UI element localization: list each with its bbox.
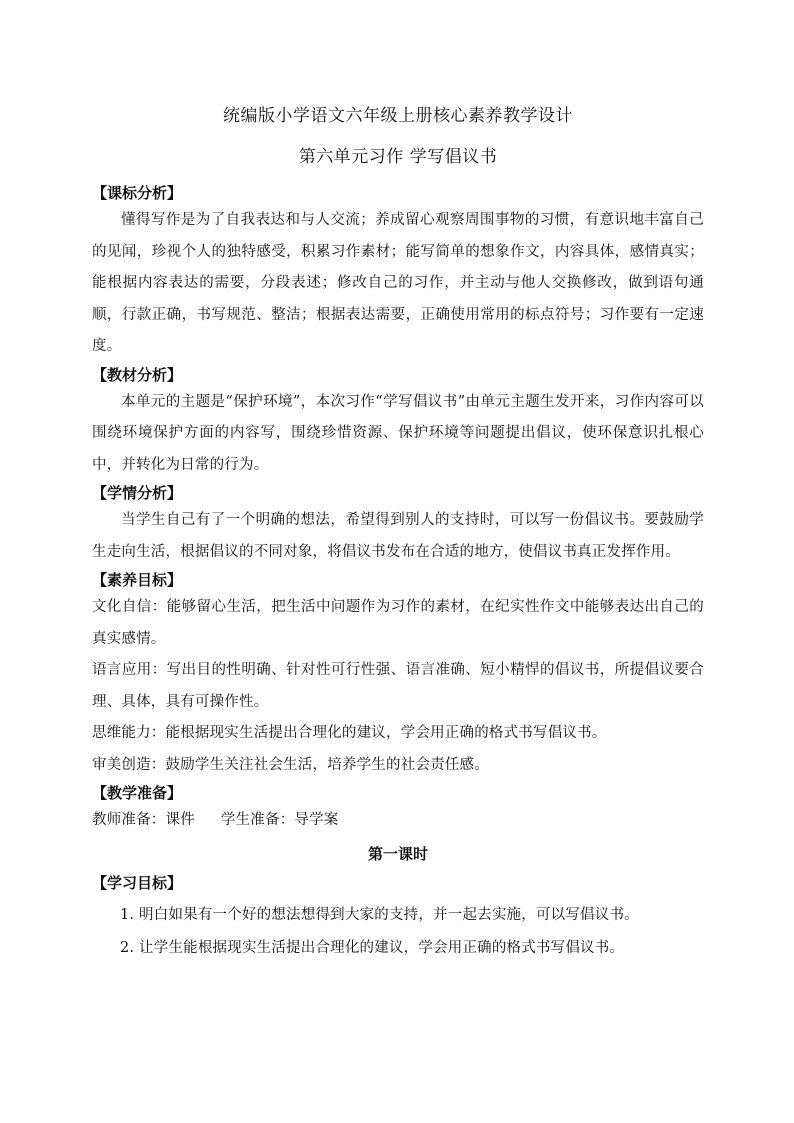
- student-preparation: 学生准备：导学案: [220, 812, 339, 828]
- teacher-preparation: 教师准备：课件: [92, 812, 195, 828]
- preparation-line: [92, 805, 704, 837]
- objective-item: 1. 明白如果有一个好的想法想得到大家的支持，并一起去实施，可以写倡议书。: [120, 906, 639, 923]
- section-heading-objectives: 【学习目标】: [92, 873, 183, 892]
- section-heading-curriculum: 【课标分析】: [92, 184, 183, 202]
- section-heading-preparation: 【教学准备】: [92, 784, 183, 802]
- students-paragraph: 当学生自己有了一个明确的想法，希望得到别人的支持时，可以写一份倡议书。要鼓励学生走向生活，根据倡议的不同对象，将倡议书发布在合适的地方，使倡议书真正发挥作用。: [92, 512, 704, 560]
- curriculum-paragraph: 懂得写作是为了自我表达和与人交流；养成留心观察周围事物的习惯，有意识地丰富自己的见闻，珍视个人的独特感受，积累习作素材；能写简单的想象作文，内容具体，感情真实；能根据内容表达的需要，分段表述；修改自己的习作，并主动与他人交换修改，做到语句通顺，行款正确，书写规范、整洁；根据表达需要，正确使用常用的标点符号；习作要有一定速度。: [92, 212, 704, 354]
- goal-item: 文化自信：能够留心生活，把生活中问题作为习作的素材，在纪实性作文中能够表达出自己的真实感情。: [92, 599, 704, 647]
- document-page: [92, 104, 704, 965]
- objective-item: 2. 让学生能根据现实生活提出合理化的建议，学会用正确的格式书写倡议书。: [120, 939, 625, 956]
- lesson-title: 第一课时: [367, 844, 428, 863]
- document-subtitle: 第六单元习作 学写倡议书: [298, 147, 498, 167]
- section-heading-textbook: 【教材分析】: [92, 365, 183, 384]
- goal-item: 思维能力：能根据现实生活提出合理化的建议，学会用正确的格式书写倡议书。: [92, 725, 607, 741]
- document-title: 统编版小学语文六年级上册核心素养教学设计: [223, 106, 573, 126]
- section-heading-students: 【学情分析】: [92, 484, 183, 502]
- goal-item: 审美创造：鼓励学生关注社会生活，培养学生的社会责任感。: [92, 756, 489, 773]
- section-heading-goals: 【素养目标】: [92, 571, 183, 589]
- goal-item: 语言应用：写出目的性明确、针对性可行性强、语言准确、短小精悍的倡议书，所提倡议要合理、具体，具有可操作性。: [92, 662, 704, 710]
- textbook-paragraph: 本单元的主题是“保护环境”，本次习作“学写倡议书”由单元主题生发开来，习作内容可以围绕环境保护方面的内容写，围绕珍惜资源、保护环境等问题提出倡议，使环保意识扎根心中，并转化为日常的行为。: [92, 393, 704, 473]
